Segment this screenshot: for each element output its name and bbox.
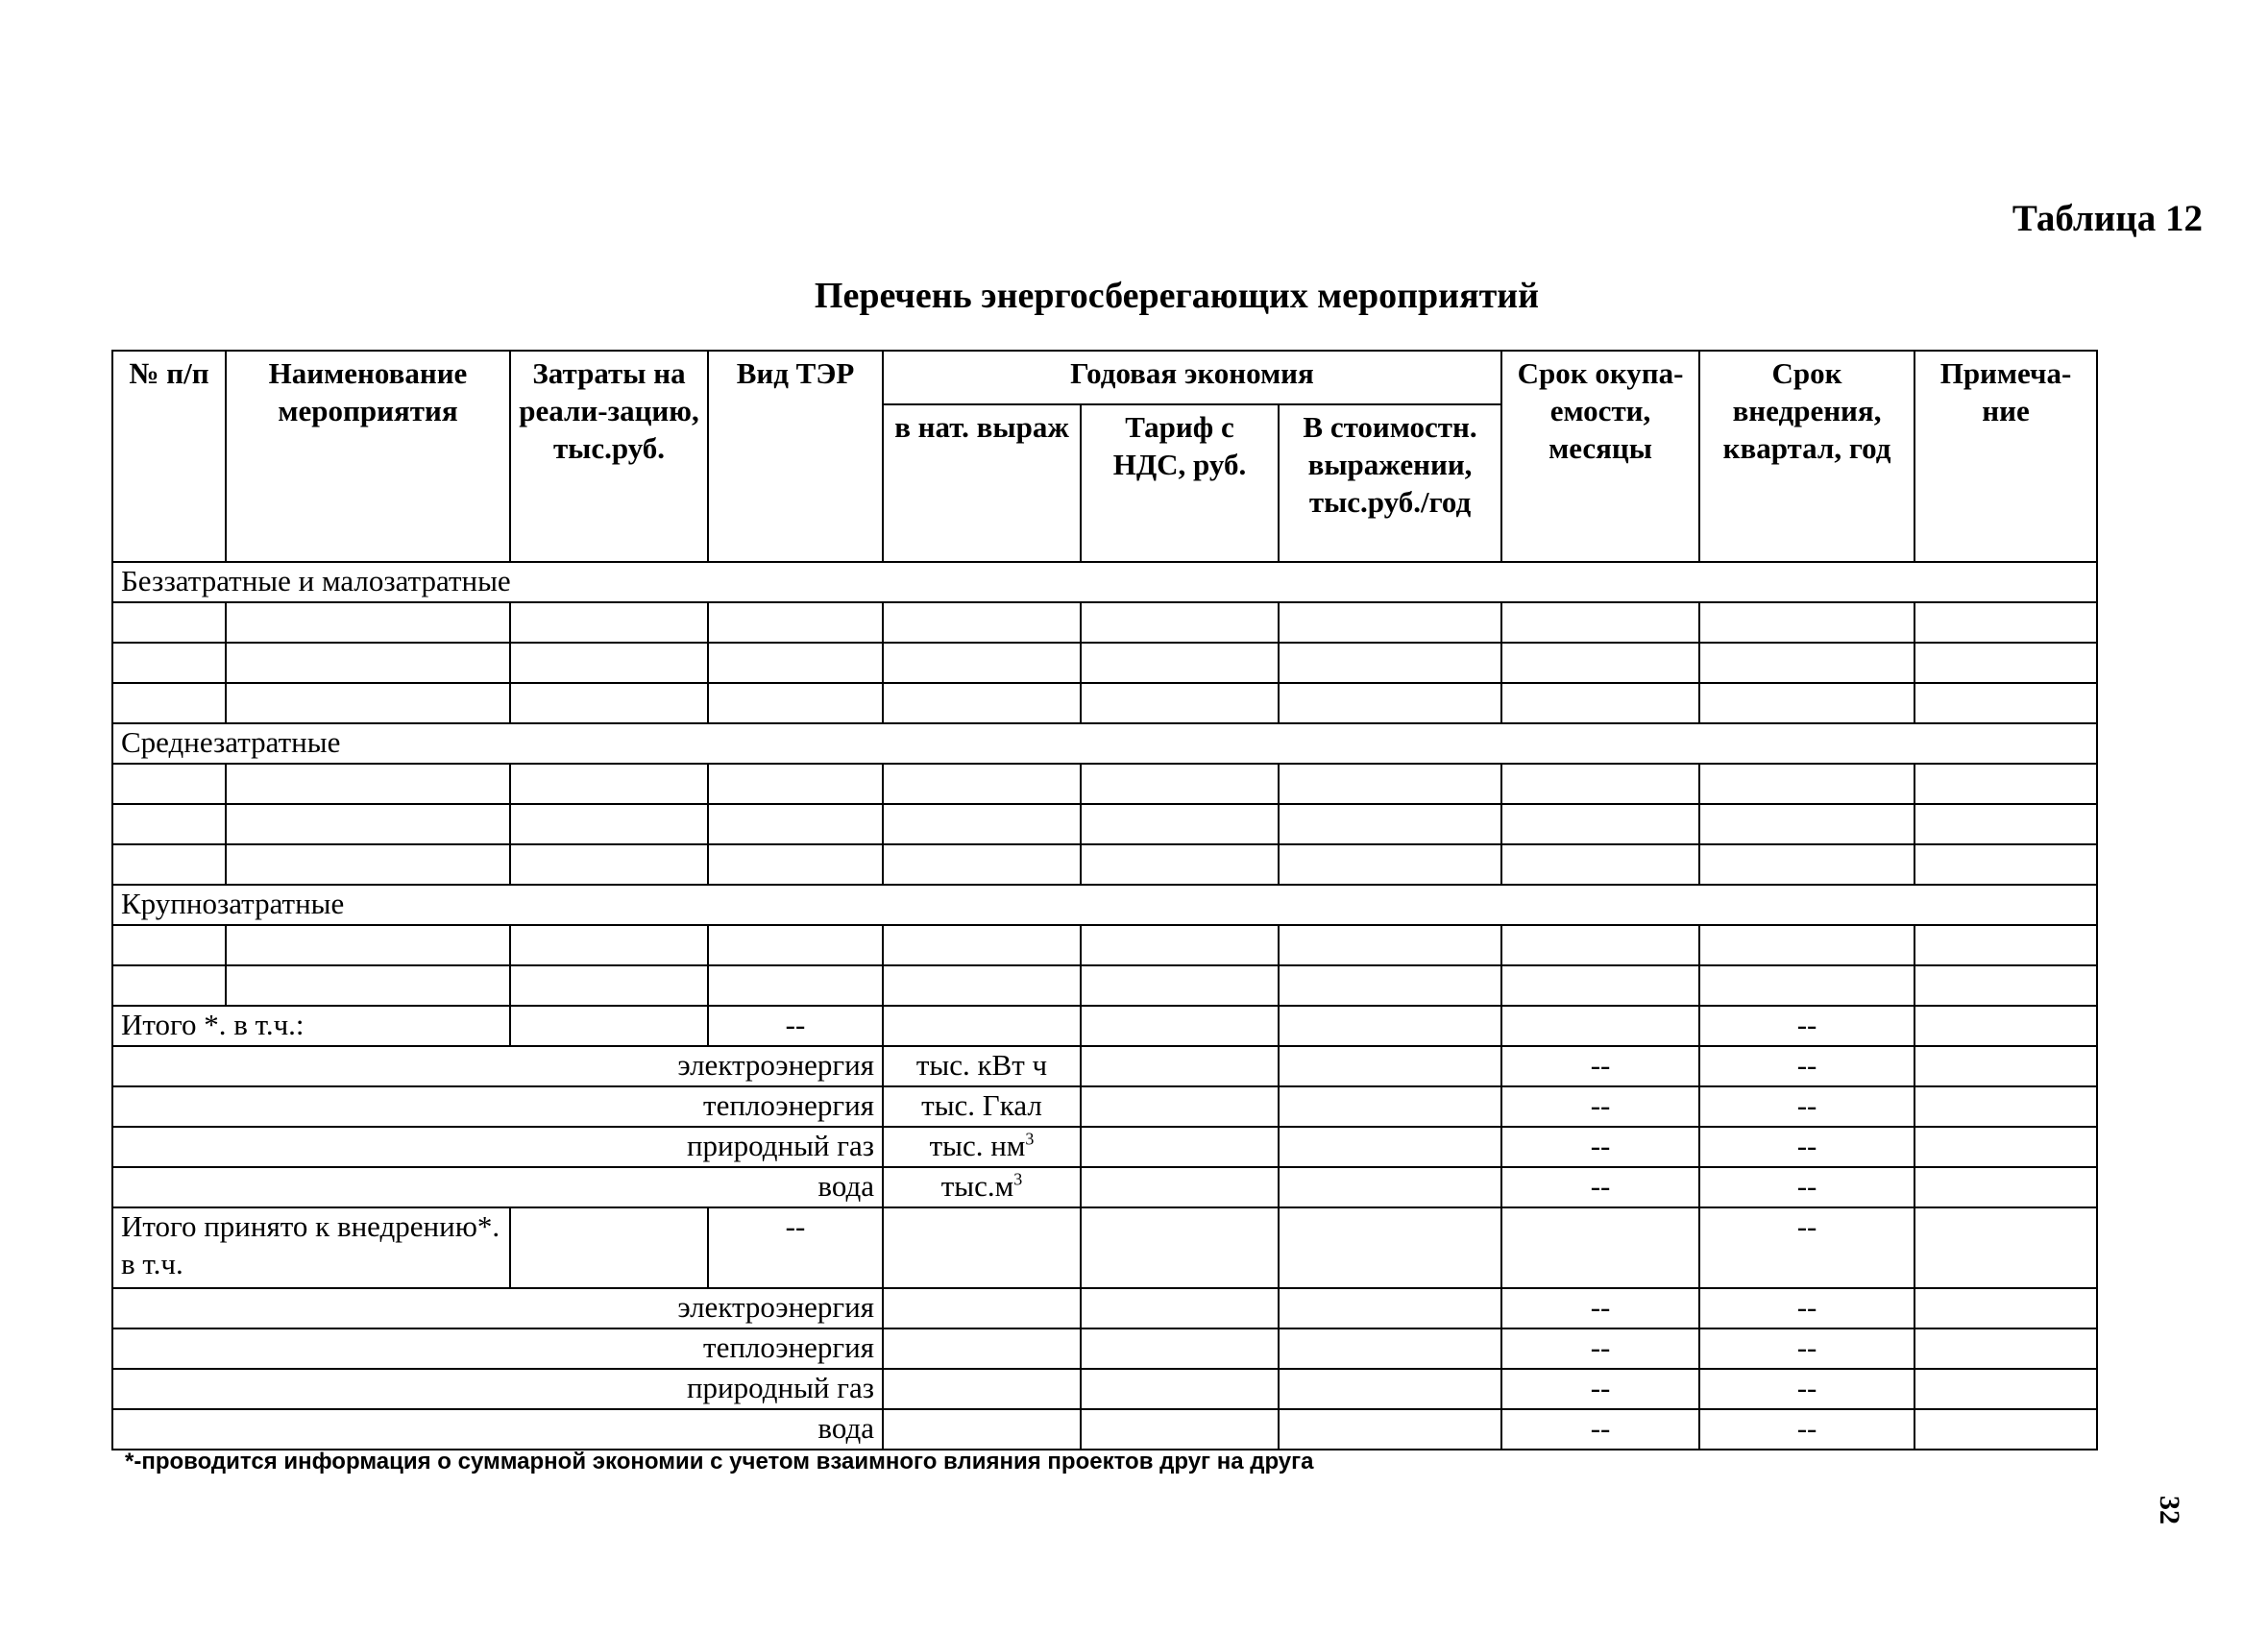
dash-cell: -- [1699,1086,1914,1127]
header-cost: Затраты на реали-зацию, тыс.руб. [510,351,708,562]
header-payback: Срок окупа-емости, месяцы [1501,351,1699,562]
page-number: 32 [2154,1496,2185,1524]
dash-cell: -- [1699,1207,1914,1288]
table-row [112,602,2097,643]
total-subrow [112,1127,2097,1167]
section-row [112,885,2097,925]
total-adopted-subrow [112,1288,2097,1328]
header-note: Примеча-ние [1914,351,2097,562]
dash-cell: -- [1501,1046,1699,1086]
total-subrow [112,1086,2097,1127]
total-adopted-subrow [112,1328,2097,1369]
dash-cell: -- [1699,1046,1914,1086]
header-name: Наименование мероприятия [226,351,510,562]
section-row [112,723,2097,764]
unit-cell: тыс. $нм^3$ [883,1127,1081,1167]
measures-table [111,350,2098,1450]
header-tariff: Тариф с НДС, руб. [1081,404,1279,562]
total-row [112,1006,2097,1046]
total-adopted-row [112,1207,2097,1288]
table-label: Таблица 12 [2012,198,2203,239]
dash-cell: -- [1699,1127,1914,1167]
dash-cell: -- [1501,1328,1699,1369]
section-label: Крупнозатратные [112,885,2097,925]
total-subrow [112,1046,2097,1086]
unit-cell: тыс. кВт ч [883,1046,1081,1086]
resource-label: природный газ [112,1127,883,1167]
header-num: № п/п [112,351,226,562]
unit-cell: тыс. Гкал [883,1086,1081,1127]
resource-label: теплоэнергия [112,1328,883,1369]
dash-cell: -- [1699,1288,1914,1328]
dash-cell: -- [1501,1409,1699,1450]
header-natural: в нат. выраж [883,404,1081,562]
dash-cell: -- [708,1006,883,1046]
dash-cell: -- [1699,1328,1914,1369]
dash-cell: -- [1501,1086,1699,1127]
total-adopted-label: Итого принято к внедрению*. в т.ч. [112,1207,510,1288]
total-label: Итого *. в т.ч.: [112,1006,510,1046]
dash-cell: -- [1501,1369,1699,1409]
table-row [112,965,2097,1006]
dash-cell: -- [1501,1127,1699,1167]
dash-cell: -- [1699,1006,1914,1046]
header-annual-savings: Годовая экономия [883,351,1501,404]
footnote: *-проводится информация о суммарной экономии с учетом взаимного влияния проектов друг на друга [125,1449,1314,1475]
resource-label: электроэнергия [112,1288,883,1328]
dash-cell: -- [1699,1167,1914,1207]
resource-label: вода [112,1409,883,1450]
header-deploy: Срок внедрения, квартал, год [1699,351,1914,562]
resource-label: электроэнергия [112,1046,883,1086]
dash-cell: -- [1501,1167,1699,1207]
unit-cell: $тыс.м^3$ [883,1167,1081,1207]
document-title: Перечень энергосберегающих мероприятий [814,276,1540,316]
table-row [112,804,2097,844]
header-value: В стоимостн. выражении, тыс.руб./год [1279,404,1501,562]
dash-cell: -- [1501,1288,1699,1328]
dash-cell: -- [1699,1409,1914,1450]
dash-cell: -- [708,1207,883,1288]
total-subrow [112,1167,2097,1207]
table-row [112,683,2097,723]
resource-label: теплоэнергия [112,1086,883,1127]
table-row [112,643,2097,683]
total-adopted-subrow [112,1369,2097,1409]
section-label: Беззатратные и малозатратные [112,562,2097,602]
resource-label: вода [112,1167,883,1207]
section-row [112,562,2097,602]
header-ter: Вид ТЭР [708,351,883,562]
section-label: Среднезатратные [112,723,2097,764]
table-row [112,764,2097,804]
total-adopted-subrow [112,1409,2097,1450]
table-row [112,925,2097,965]
resource-label: природный газ [112,1369,883,1409]
table-row [112,844,2097,885]
dash-cell: -- [1699,1369,1914,1409]
